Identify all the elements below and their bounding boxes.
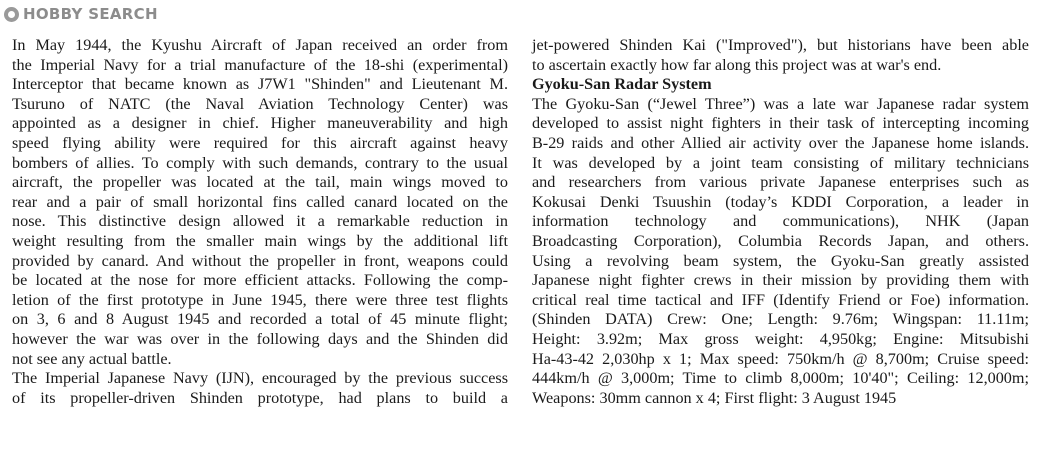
text-line: Ha-43-42 2,030hp x 1; Max speed: 750km/h @ 8,700m; Cruise speed: [532,349,1029,368]
text-line: rear and a pair of small horizontal fins called canard located on the [12,192,508,211]
text-line: Interceptor that became known as J7W1 "Shinden" and Lieutenant M. [12,75,508,94]
text-line: not see any actual battle. [12,349,172,368]
text-line: In May 1944, the Kyushu Aircraft of Japan received an order from [12,36,508,54]
text-line: Tsuruno of NATC (the Naval Aviation Technology Center) was [12,94,508,113]
left-text-column [12,36,508,408]
logo-icon [4,7,19,22]
text-line: 444km/h @ 3,000m; Time to climb 8,000m; 10'40"; Ceiling: 12,000m; [532,369,1029,388]
text-line: Weapons: 30mm cannon x 4; First flight: 3 August 1945 [532,388,897,407]
text-line: aircraft, the propeller was located at the tail, main wings moved to [12,173,508,192]
right-text-column [532,36,1029,408]
text-line: Height: 3.92m; Max gross weight: 4,950kg; Engine: Mitsubishi [532,329,1029,348]
text-line: however the war was over in the following days and the Shinden did [12,329,508,348]
text-line: be located at the nose for more efficient attacks. Following the comp- [12,271,508,290]
text-line: letion of the first prototype in June 1945, there were three test flights [12,290,508,309]
text-line: Broadcasting Corporation), Columbia Records Japan, and others. [532,231,1029,250]
text-line: Using a revolving beam system, the Gyoku-San greatly assisted [532,251,1029,270]
text-line: B-29 raids and other Allied air activity over the Japanese home islands. [532,133,1029,152]
watermark-text: HOBBY SEARCH [23,5,158,23]
text-line: and researchers from various private Japanese enterprises such as [532,173,1029,192]
text-line: nose. This distinctive design allowed it a remarkable reduction in [12,212,508,231]
text-line: speed flying ability were required for this aircraft against heavy [12,133,508,152]
hobby-search-watermark [4,3,158,25]
text-line: weight resulting from the smaller main wings by the additional lift [12,231,508,250]
text-line: the Imperial Navy for a trial manufacture of the 18-shi (experimental) [12,55,508,74]
text-line: provided by canard. And without the propeller in front, weapons could [12,251,508,270]
text-line: critical real time tactical and IFF (Identify Friend or Foe) information. [532,290,1029,309]
text-line: jet-powered Shinden Kai ("Improved"), but historians have been able [532,36,1029,54]
text-line: Kokusai Denki Tsuushin (today’s KDDI Corporation, a leader in [532,192,1029,211]
text-line: bombers of allies. To comply with such demands, contrary to the usual [12,153,508,172]
text-line: information technology and communications), NHK (Japan [532,212,1029,231]
text-line: on 3, 6 and 8 August 1945 and recorded a total of 45 minute flight; [12,310,508,329]
text-line: of its propeller-driven Shinden prototype, had plans to build a [12,388,508,407]
text-line: The Imperial Japanese Navy (IJN), encouraged by the previous success [12,369,508,388]
text-line: The Gyoku-San (“Jewel Three”) was a late war Japanese radar system [532,94,1029,113]
section-heading: Gyoku-San Radar System [532,75,712,94]
text-line: appointed as a designer in chief. Higher maneuverability and high [12,114,508,133]
text-line: developed to assist night fighters in their task of intercepting incoming [532,114,1029,133]
text-line: (Shinden DATA) Crew: One; Length: 9.76m; Wingspan: 11.11m; [532,310,1029,329]
text-line: Japanese night fighter crews in their mission by providing them with [532,271,1029,290]
text-line: to ascertain exactly how far along this project was at war's end. [532,55,942,74]
text-line: It was developed by a joint team consisting of military technicians [532,153,1029,172]
